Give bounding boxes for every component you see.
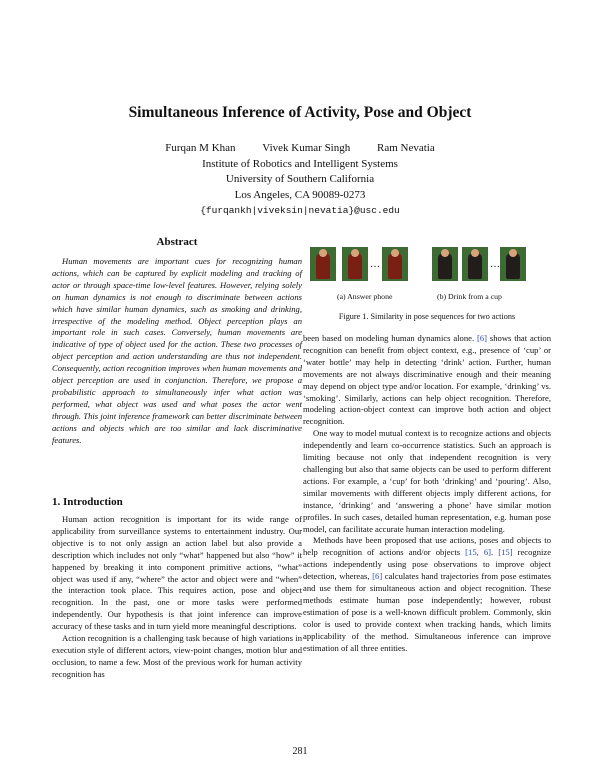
frame-drink-2 bbox=[462, 247, 488, 281]
citation-link[interactable]: [6] bbox=[477, 333, 488, 343]
ellipsis-icon: … bbox=[490, 259, 500, 270]
author-2: Vivek Kumar Singh bbox=[262, 142, 351, 154]
affiliation-line-1: Institute of Robotics and Intelligent Systems bbox=[202, 157, 398, 170]
figure-label-a: (a) Answer phone bbox=[337, 292, 393, 301]
abstract-heading: Abstract bbox=[156, 236, 198, 248]
frame-phone-3 bbox=[382, 247, 408, 281]
author-1: Furqan M Khan bbox=[165, 142, 236, 154]
author-3: Ram Nevatia bbox=[377, 142, 435, 154]
intro-text bbox=[52, 514, 302, 681]
page-number: 281 bbox=[292, 746, 308, 757]
author-email[interactable]: {furqankh|viveksin|nevatia}@usc.edu bbox=[200, 205, 400, 216]
frame-drink-1 bbox=[432, 247, 458, 281]
intro-paragraph-2: Action recognition is a challenging task because of high variations in execution style of different actors, view-point changes, motion blur and occlusion, to name a few. Most of the previous work for human activity recognition has bbox=[52, 633, 302, 679]
author-block bbox=[0, 141, 600, 219]
frame-drink-3 bbox=[500, 247, 526, 281]
figure-1-images bbox=[310, 247, 550, 292]
citation-link[interactable]: [15] bbox=[498, 547, 513, 558]
ellipsis-icon: … bbox=[370, 259, 380, 270]
author-names bbox=[0, 141, 600, 157]
abstract-paragraph: Human movements are important cues for recognizing human actions, which can be captured by explicit modeling and tracking of actor or through space-time low-level features. However, relying solely on human dynamics is not enough to discriminate between actions which have similar human dynamics, such as smoking and drinking, irrespective of the modeling method. Object perception plays an important role in such cases. Conversely, human movements are indicative of type of object used for the action. These two processes of object perception and action understanding are thus not independent. Consequently, action recognition improves when human movements and object perception are used in conjunction. Therefore, we propose a probabilistic approach to simultaneously infer what action was performed, what object was used and what poses the actor went through. This joint inference framework can better discriminate between actions and objects which are too similar and lack discriminative features. bbox=[52, 256, 302, 445]
affiliation-line-3: Los Angeles, CA 90089-0273 bbox=[234, 188, 366, 201]
citation-link[interactable]: [15, 6] bbox=[465, 547, 491, 558]
figure-label-b: (b) Drink from a cup bbox=[437, 292, 502, 301]
right-column-text bbox=[303, 333, 551, 654]
citation-link[interactable]: [6] bbox=[372, 571, 383, 582]
right-paragraph-2: Methods have been proposed that use actions, poses and objects to help recognition of actions and/or objects [15, 6]. [15] recognize actions independently using pose observations to improve object detection, whereas, [6] calculates hand trajectories from pose estimates and use them for simultaneous action and object recognition. These methods estimate human pose independently; however, robust estimation of pose is a well-known difficult problem. Commonly, skin color is used to provide context when tracking hands, which limits applicability of the method. Simultaneous inference can improve estimation of all three entities. bbox=[303, 535, 552, 653]
paper-title: Simultaneous Inference of Activity, Pose and Object bbox=[128, 104, 472, 121]
frame-phone-2 bbox=[342, 247, 368, 281]
intro-heading: 1. Introduction bbox=[52, 496, 123, 508]
right-paragraph-0: been based on modeling human dynamics alone. [6] shows that action recognition can benefit from object context, e.g., presence of ‘cup’ or ‘water bottle’ may help in detecting ‘drink’ action. Further, human movements are not always discriminative enough and their meaning may depend on object type and/or location. For example, ‘drinking’ vs. ‘smoking’. Similarly, actions can help object recognition. Therefore, modeling action-object context can improve both action and object recognition. bbox=[303, 333, 551, 427]
right-paragraph-1: One way to model mutual context is to recognize actions and objects independently and learn co-occurrence statistics. Such an approach is limiting because not only that independent recognition is very challenging but also that same objects can be used to perform different actions. For example, a ‘cup’ for both ‘drinking’ and ‘pouring’. Also, similar movements with different objects imply different actions, for instance, ‘drinking’ and ‘answering a phone’ have similar motion profiles. In such cases, detailed human representation, e.g. human pose model, can facilitate accurate human interaction modeling. bbox=[303, 428, 551, 534]
frame-phone-1 bbox=[310, 247, 336, 281]
abstract-text bbox=[52, 256, 302, 447]
intro-paragraph-1: Human action recognition is important for its wide range of applicability from surveillance systems to entertainment industry. Our objective is to not only assign an action label but also provide a description which includes not only “what” happened but also “how” it happened by breaking it into component primitive actions, “what” object was used if any, “where” the actor and object were and “when” the interaction took place. This requires action, pose and object recognition. In the past, one or more tasks were performed independently. Our hypothesis is that joint inference can improve accuracy of these tasks and in turn yield more meaningful descriptions. bbox=[52, 514, 302, 632]
affiliation-line-2: University of Southern California bbox=[225, 173, 375, 185]
figure-caption: Figure 1. Similarity in pose sequences for two actions bbox=[338, 312, 516, 321]
